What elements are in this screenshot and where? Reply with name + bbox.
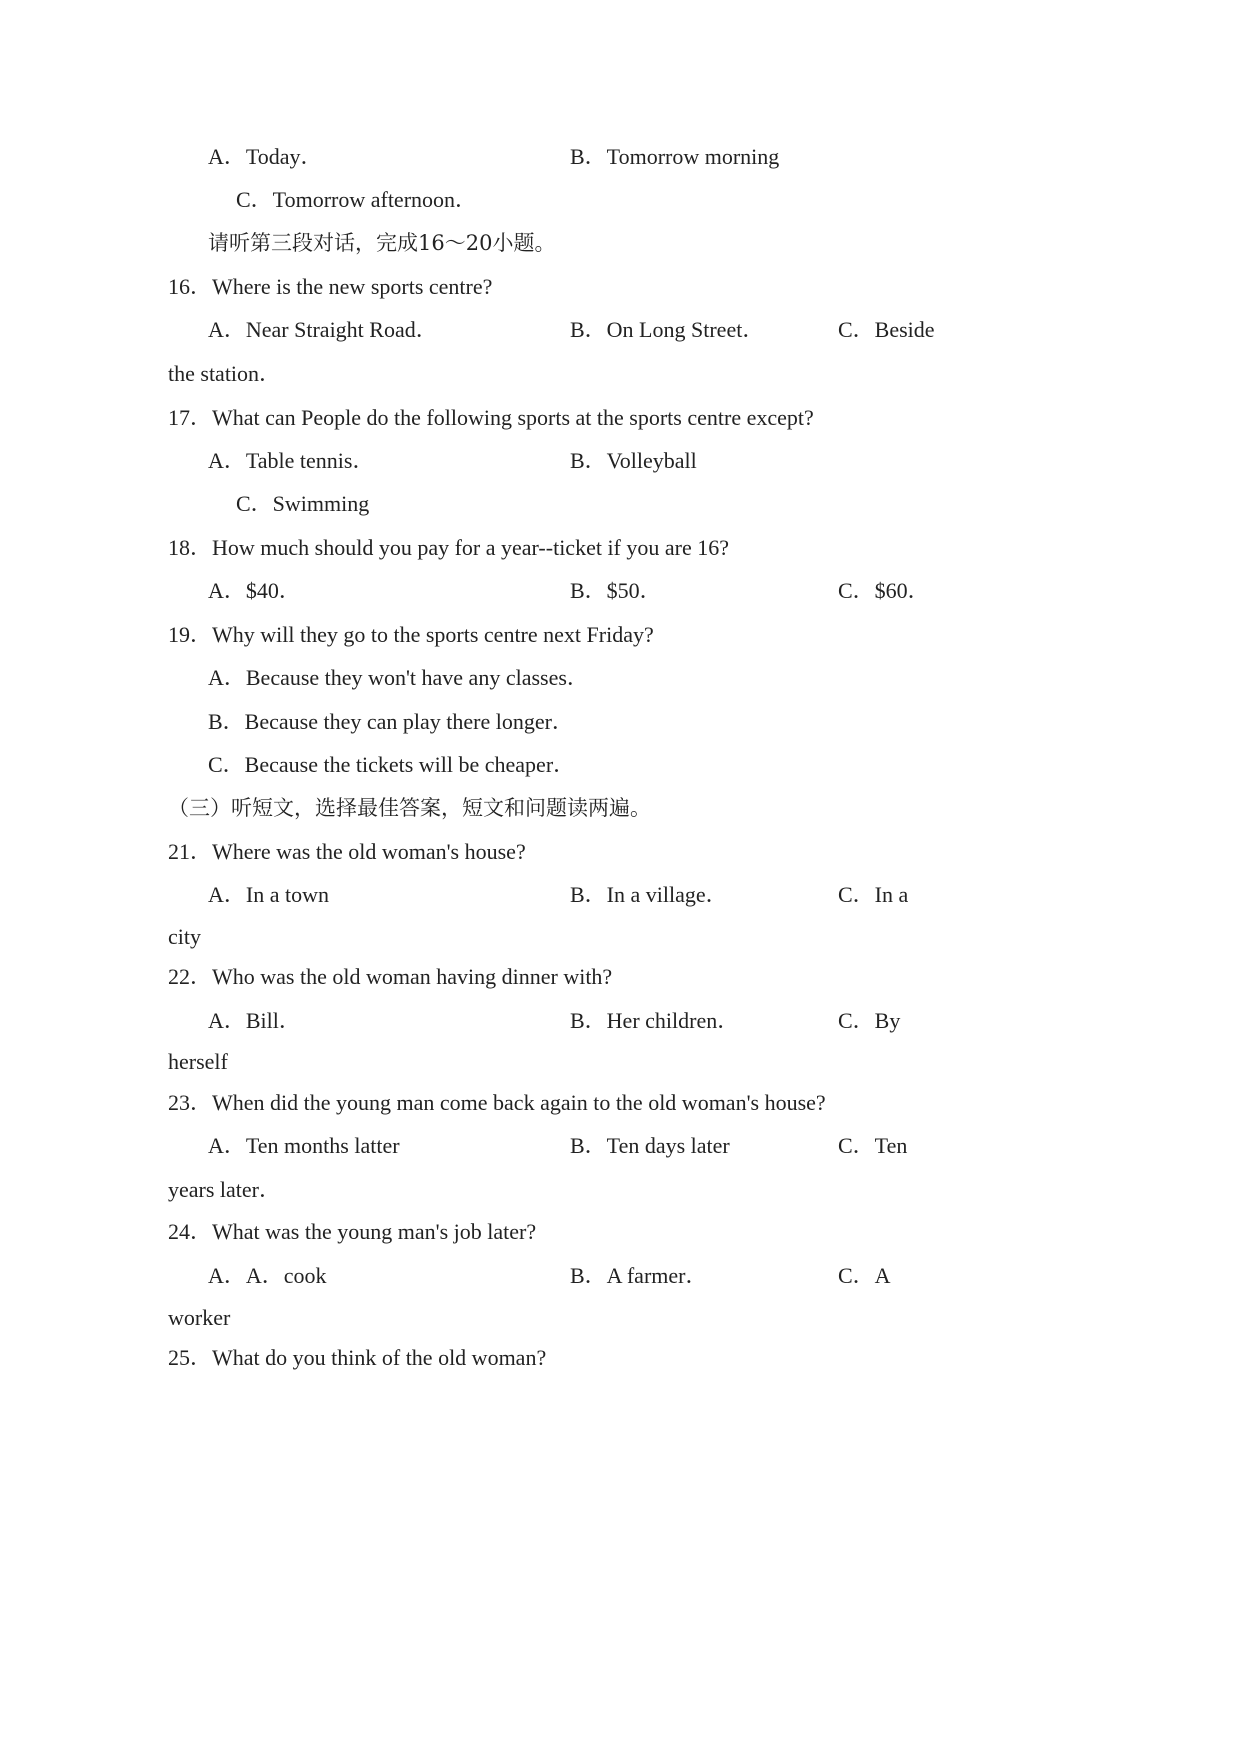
question-24: 24．What was the young man's job later? xyxy=(168,1219,537,1244)
q19-option-c: C．Because the tickets will be cheaper． xyxy=(208,752,576,777)
q21-option-a: A．In a town xyxy=(208,882,329,907)
q18-option-b: B．$50． xyxy=(570,578,662,603)
q22-option-c-continued: herself xyxy=(168,1049,228,1074)
q16-option-b: B．On Long Street． xyxy=(570,317,765,342)
q18-option-c: C．$60． xyxy=(838,578,930,603)
q17-option-c: C．Swimming xyxy=(236,491,370,516)
question-21: 21．Where was the old woman's house? xyxy=(168,839,526,864)
question-17: 17．What can People do the following sports at the sports centre except? xyxy=(168,405,814,430)
part-heading: （三）听短文，选择最佳答案，短文和问题读两遍。 xyxy=(168,796,651,820)
q24-option-c-continued: worker xyxy=(168,1305,231,1330)
question-23: 23．When did the young man come back again to the old woman's house? xyxy=(168,1090,826,1115)
q19-option-a: A．Because they won't have any classes． xyxy=(208,665,589,690)
q24-option-b: B．A farmer． xyxy=(570,1263,708,1288)
option-c: C．Tomorrow afternoon． xyxy=(236,187,478,212)
q22-option-c: C．By xyxy=(838,1008,901,1033)
question-25: 25．What do you think of the old woman? xyxy=(168,1345,547,1370)
q22-option-a: A．Bill． xyxy=(208,1008,301,1033)
q21-option-b: B．In a village． xyxy=(570,882,728,907)
q24-option-a: A．A．cook xyxy=(208,1263,327,1288)
q23-option-b: B．Ten days later xyxy=(570,1133,730,1158)
q24-option-c: C．A xyxy=(838,1263,891,1288)
q18-option-a: A．$40． xyxy=(208,578,301,603)
question-16: 16．Where is the new sports centre? xyxy=(168,274,493,299)
q17-option-a: A．Table tennis． xyxy=(208,448,375,473)
section-instruction: 请听第三段对话，完成16～20小题。 xyxy=(208,231,556,255)
q22-option-b: B．Her children． xyxy=(570,1008,740,1033)
q21-option-c: C．In a xyxy=(838,882,909,907)
q23-option-c: C．Ten xyxy=(838,1133,908,1158)
q21-option-c-continued: city xyxy=(168,924,201,949)
q23-option-a: A．Ten months latter xyxy=(208,1133,400,1158)
q16-option-c-continued: the station． xyxy=(168,361,282,386)
q17-option-b: B．Volleyball xyxy=(570,448,697,473)
q16-option-a: A．Near Straight Road． xyxy=(208,317,438,342)
question-18: 18．How much should you pay for a year--ticket if you are 16? xyxy=(168,535,730,560)
option-b: B．Tomorrow morning xyxy=(570,144,780,169)
q23-option-c-continued: years later． xyxy=(168,1177,281,1202)
q19-option-b: B．Because they can play there longer． xyxy=(208,709,574,734)
q16-option-c: C．Beside xyxy=(838,317,935,342)
option-a: A．Today． xyxy=(208,144,323,169)
question-19: 19．Why will they go to the sports centre next Friday? xyxy=(168,622,654,647)
question-22: 22．Who was the old woman having dinner with? xyxy=(168,964,613,989)
